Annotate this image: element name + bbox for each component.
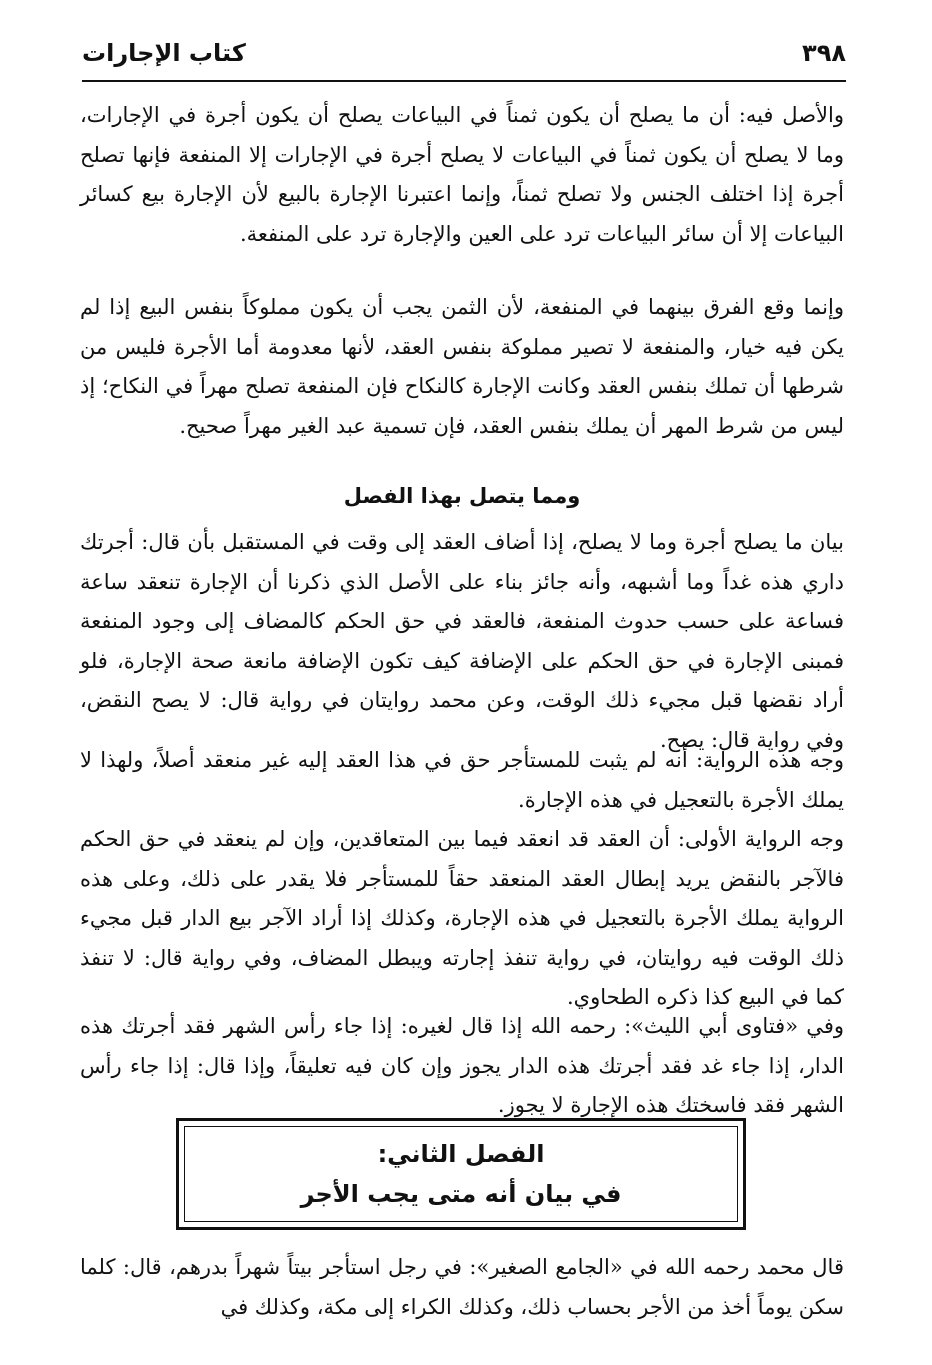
page-header <box>82 28 846 78</box>
page-number: ٣٩٨ <box>802 39 846 67</box>
paragraph-difference: وإنما وقع الفرق بينهما في المنفعة، لأن الثمن يجب أن يكون مملوكاً بنفس البيع إذا لم يكن فيه خيار، والمنفعة لا تصير مملوكة بنفس العقد، لأنها معدومة أما الأجرة فليس من شرطها أن تملك بنفس العقد وكانت الإجارة كالنكاح فإن المنفعة تصلح مهراً في النكاح؛ إذ ليس من شرط المهر أن يملك بنفس العقد، فإن تسمية عبد الغير مهراً صحيح. <box>80 295 844 438</box>
paragraph-fatawa: وفي «فتاوى أبي الليث»: رحمه الله إذا قال لغيره: إذا جاء رأس الشهر فقد أجرتك هذه الدار، إذا جاء غد فقد أجرتك هذه الدار يجوز وإن كان فيه تعليقاً، وإذا قال: إذا جاء رأس الشهر فقد فاسختك هذه الإجارة لا يجوز. <box>80 1014 844 1117</box>
chapter-title-frame <box>184 1126 738 1222</box>
paragraph-second-narration: وجه الرواية الأولى: أن العقد قد انعقد فيما بين المتعاقدين، وإن لم ينعقد في حق الحكم فالآجر بالنقض يريد إبطال العقد المنعقد حقاً للمستأجر فلا يقدر على ذلك، وعلى هذه الرواية يملك الأجرة بالتعجيل في هذه الإجارة، وكذلك إذا أراد الآجر بيع الدار قبل مجيء ذلك الوقت فيه روايتان، في رواية تنفذ إجارته ويبطل المضاف، وفي رواية قال: لا تنفذ كما في البيع كذا ذكره الطحاوي. <box>80 827 844 1009</box>
section-heading: ومما يتصل بهذا الفصل <box>343 484 581 508</box>
chapter-number: الفصل الثاني: <box>377 1140 545 1168</box>
header-rule <box>82 80 846 82</box>
chapter-title-box <box>176 1118 746 1230</box>
paragraph-future-lease: بيان ما يصلح أجرة وما لا يصلح، إذا أضاف العقد إلى وقت في المستقبل بأن قال: أجرتك داري هذه غداً وما أشبهه، وأنه جائز بناء على الأصل الذي ذكرنا أن الإجارة تنعقد ساعة فساعة على حسب حدوث المنفعة، فالعقد في حق الحكم كالمضاف إلى وجود المنفعة فمبنى الإجارة في حق الحكم على الإضافة كيف تكون الإضافة مانعة صحة الإجارة، فلو أراد نقضها قبل مجيء ذلك الوقت، وعن محمد روايتان في رواية قال: لا يصح النقض، وفي رواية قال: يصح. <box>80 530 844 752</box>
paragraph-chapter-start: قال محمد رحمه الله في «الجامع الصغير»: في رجل استأجر بيتاً شهراً بدرهم، قال: كلما سكن يوماً أخذ من الأجر بحساب ذلك، وكذلك الكراء إلى مكة، وكذلك في <box>80 1255 844 1319</box>
paragraph-first-narration: وجه هذه الرواية: أنه لم يثبت للمستأجر حق في هذا العقد إليه غير منعقد أصلاً، ولهذا لا يملك الأجرة بالتعجيل في هذه الإجارة. <box>80 748 844 812</box>
paragraph-principle: والأصل فيه: أن ما يصلح أن يكون ثمناً في البياعات يصلح أن يكون أجرة في الإجارات، وما لا يصلح أن يكون ثمناً في البياعات لا يصلح أجرة في الإجارات إلا المنفعة فإنها تصلح أجرة إذا اختلف الجنس ولا تصلح ثمناً، وإنما اعتبرنا الإجارة بالبيع لأن الإجارة بيع كسائر البياعات إلا أن سائر البياعات ترد على العين والإجارة ترد على المنفعة. <box>80 103 844 246</box>
running-title: كتاب الإجارات <box>82 39 246 67</box>
chapter-title: في بيان أنه متى يجب الأجر <box>300 1180 622 1208</box>
